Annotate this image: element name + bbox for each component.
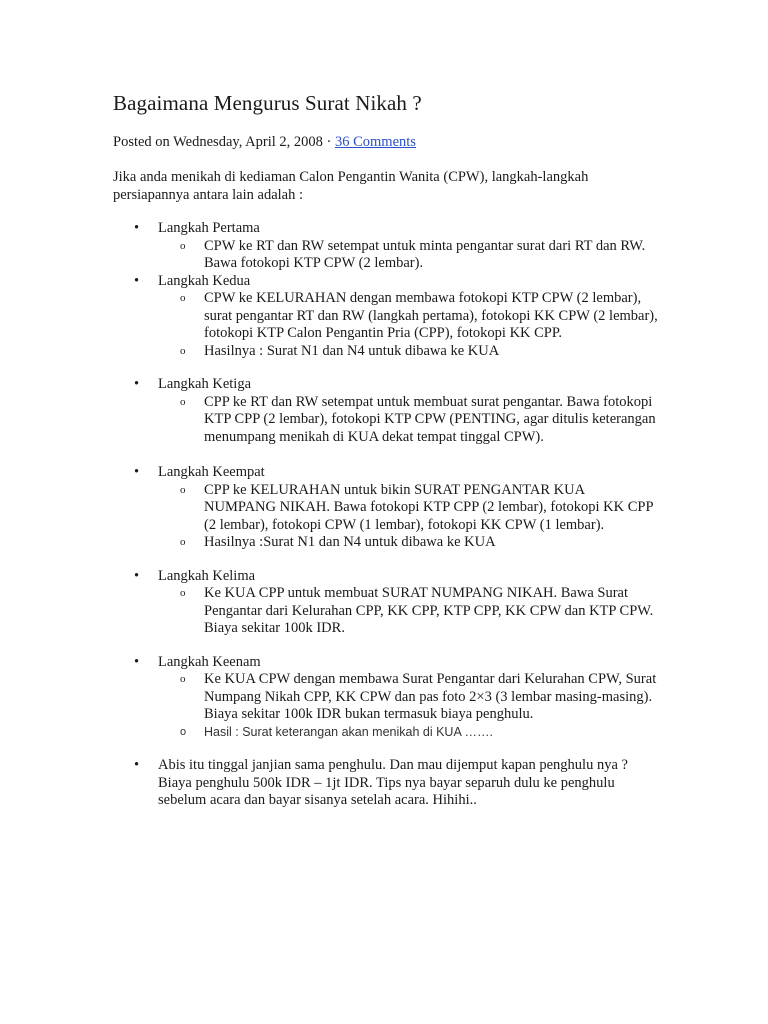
steps-list <box>113 220 658 810</box>
sub-list <box>158 482 658 552</box>
sub-item: o Hasilnya :Surat N1 dan N4 untuk dibawa ke KUA <box>158 534 658 552</box>
sub-item: o CPP ke KELURAHAN untuk bikin SURAT PENGANTAR KUA NUMPANG NIKAH. Bawa fotokopi KTP CPP (2 lembar), fotokopi KK CPP (2 lembar), fotokopi CPW (1 lembar), fotokopi KK CPW (1 lembar). <box>158 482 658 535</box>
sub-list <box>158 585 658 638</box>
step-item <box>113 376 658 446</box>
sub-item: o Hasil : Surat keterangan akan menikah di KUA ……. <box>158 724 658 742</box>
step-item <box>113 654 658 742</box>
post-meta <box>113 132 658 152</box>
step-item <box>113 464 658 552</box>
step-item <box>113 273 658 361</box>
step-label: Langkah Kelima <box>158 567 256 584</box>
page-title: Bagaimana Mengurus Surat Nikah ? <box>113 91 422 115</box>
sub-item: o Ke KUA CPP untuk membuat SURAT NUMPANG NIKAH. Bawa Surat Pengantar dari Kelurahan CPP, KK CPP, KTP CPP, KK CPW dan KTP CPW. Biaya sekitar 100k IDR. <box>158 585 658 638</box>
sub-list <box>158 238 658 273</box>
sub-item: o CPW ke KELURAHAN dengan membawa fotokopi KTP CPW (2 lembar), surat pengantar RT dan RW (langkah pertama), fotokopi KK CPW (2 lembar), fotokopi KTP Calon Pengantin Pria (CPP), fotokopi KK CPP. <box>158 290 658 343</box>
step-label: Langkah Pertama <box>158 220 260 236</box>
step-label: Langkah Keempat <box>158 464 265 480</box>
step-item <box>113 220 658 273</box>
article <box>113 88 658 810</box>
sub-item: o Hasilnya : Surat N1 dan N4 untuk dibawa ke KUA <box>158 343 658 361</box>
step-label: Langkah Ketiga <box>158 376 252 392</box>
sub-list <box>158 290 658 360</box>
step-label: Langkah Kedua <box>158 272 251 289</box>
comments-link[interactable]: 36 Comments <box>334 134 416 150</box>
step-label: Abis itu tinggal janjian sama penghulu. Dan mau dijemput kapan penghulu nya ? Biaya penghulu 500k IDR – 1jt IDR. Tips nya bayar separuh dulu ke penghulu sebelum acara dan bayar sisanya setelah acara. Hihihi.. <box>158 757 628 808</box>
posted-date: Posted on Wednesday, April 2, 2008 · <box>113 134 335 150</box>
sub-item: o Ke KUA CPW dengan membawa Surat Pengantar dari Kelurahan CPW, Surat Numpang Nikah CPP, KK CPW dan pas foto 2×3 (3 lembar masing-masing). Biaya sekitar 100k IDR bukan termasuk biaya penghulu. <box>158 671 658 724</box>
step-item <box>113 757 658 810</box>
sub-list <box>158 671 658 741</box>
step-item <box>113 568 658 638</box>
sub-item: o CPP ke RT dan RW setempat untuk membuat surat pengantar. Bawa fotokopi KTP CPP (2 lembar), fotokopi KTP CPW (PENTING, agar ditulis keterangan menumpang menikah di KUA dekat tempat tinggal CPW). <box>158 394 658 447</box>
sub-item: o CPW ke RT dan RW setempat untuk minta pengantar surat dari RT dan RW. Bawa fotokopi KTP CPW (2 lembar). <box>158 238 658 273</box>
step-label: Langkah Keenam <box>158 653 261 670</box>
sub-list <box>158 394 658 447</box>
intro-paragraph: Jika anda menikah di kediaman Calon Pengantin Wanita (CPW), langkah-langkah persiapannya antara lain adalah : <box>113 169 589 203</box>
